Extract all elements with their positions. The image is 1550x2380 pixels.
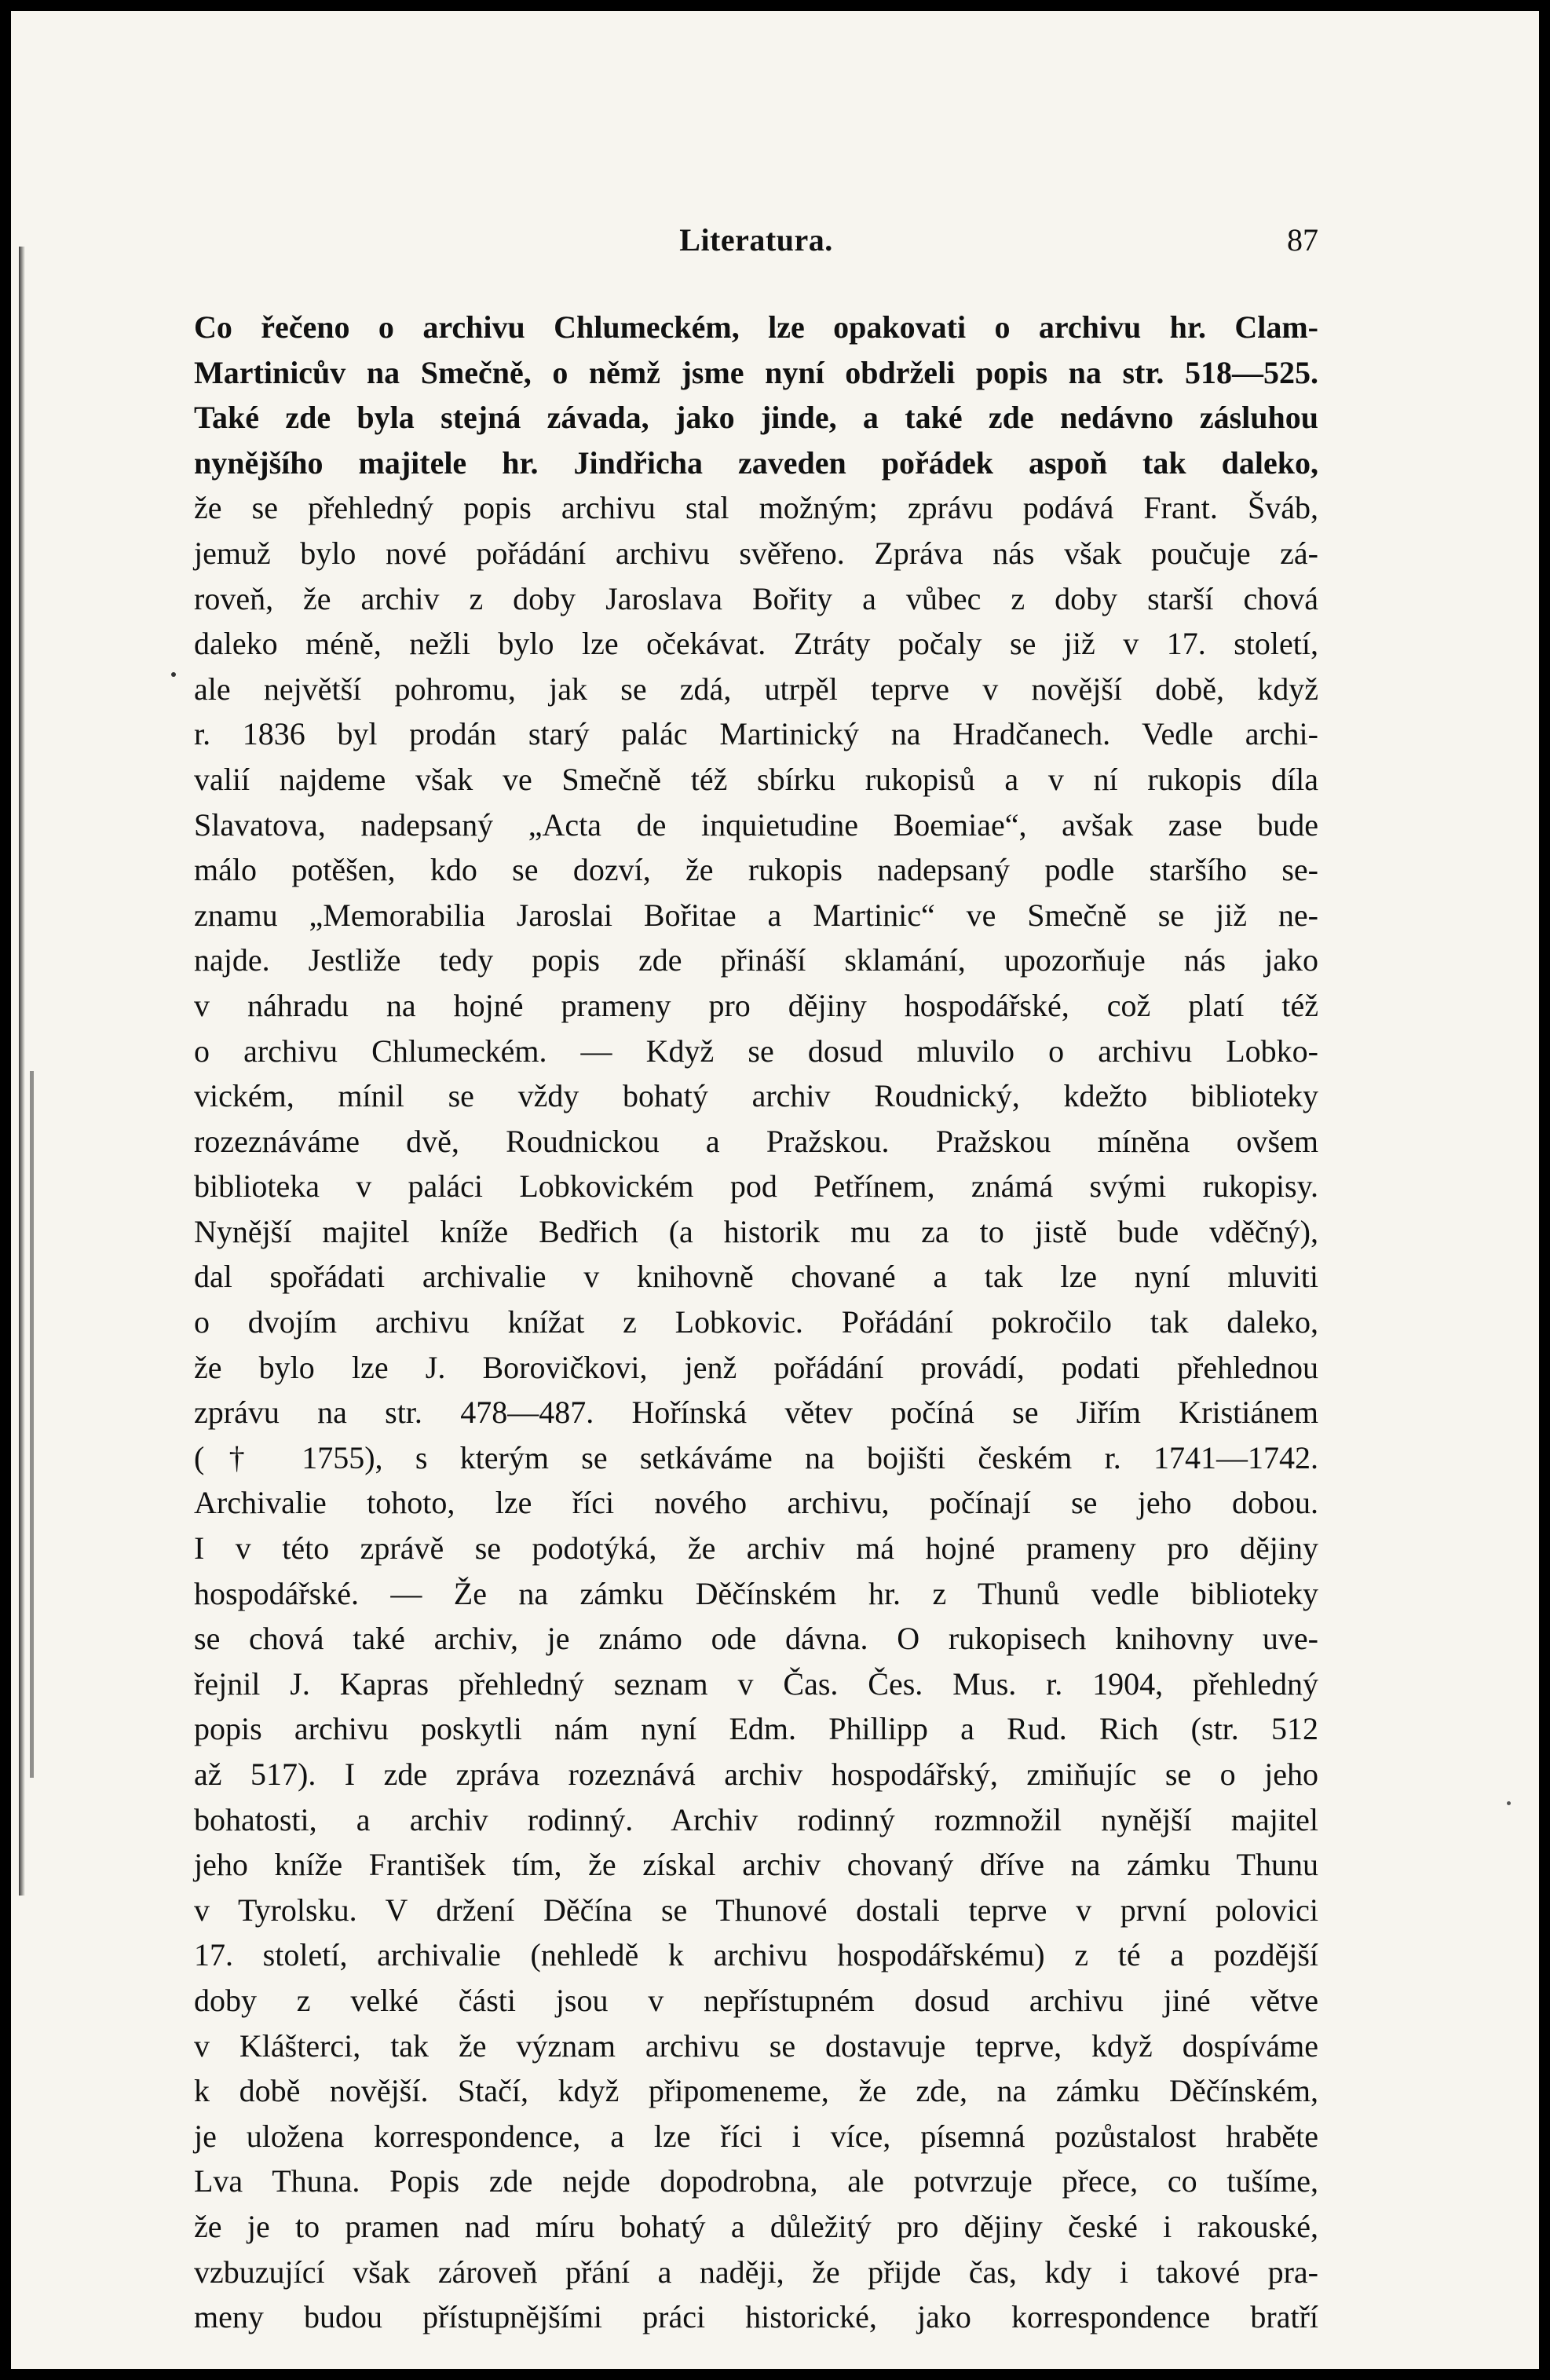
text-line: jemuž bylo nové pořádání archivu svěřeno. Zpráva nás však poučuje zá- bbox=[194, 535, 1318, 571]
text-line: znamu „Memorabilia Jaroslai Bořitae a Martinic“ ve Smečně se již ne- bbox=[194, 897, 1318, 933]
text-line: najde. Jestliže tedy popis zde přináší sklamání, upozorňuje nás jako bbox=[194, 942, 1318, 978]
text-line: vickém, mínil se vždy bohatý archiv Roudnický, kdežto biblioteky bbox=[194, 1078, 1318, 1114]
text-line: až 517). I zde zpráva rozeznává archiv hospodářský, zmiňujíc se o jeho bbox=[194, 1757, 1318, 1792]
text-line: daleko méně, nežli bylo lze očekávat. Ztráty počaly se již v 17. století, bbox=[194, 626, 1318, 662]
text-line: o dvojím archivu knížat z Lobkovic. Pořádání pokročilo tak daleko, bbox=[194, 1304, 1318, 1340]
text-line: rozeznáváme dvě, Roudnickou a Pražskou. Pražskou míněna ovšem bbox=[194, 1123, 1318, 1159]
text-line: Archivalie tohoto, lze říci nového archivu, počínají se jeho dobou. bbox=[194, 1485, 1318, 1521]
text-line: zprávu na str. 478—487. Hořínská větev počíná se Jiřím Kristiánem bbox=[194, 1395, 1318, 1431]
text-line: v Klášterci, tak že význam archivu se dostavuje teprve, když dospíváme bbox=[194, 2027, 1318, 2064]
text-line: meny budou přístupnějšími práci historické, jako korrespondence bratří bbox=[194, 2299, 1318, 2335]
text-line: Také zde byla stejná závada, jako jinde, a také zde nedávno zásluhou bbox=[194, 400, 1318, 436]
text-line: že bylo lze J. Borovičkovi, jenž pořádání provádí, podati přehlednou bbox=[194, 1349, 1318, 1385]
text-line: valií najdeme však ve Smečně též sbírku rukopisů a v ní rukopis díla bbox=[194, 761, 1318, 797]
text-line: r. 1836 byl prodán starý palác Martinický na Hradčanech. Vedle archi- bbox=[194, 716, 1318, 752]
scan-shadow-edge bbox=[19, 247, 25, 1896]
text-line: Lva Thuna. Popis zde nejde dopodrobna, ale potvrzuje přece, co tušíme, bbox=[194, 2163, 1318, 2199]
text-line: 17. století, archivalie (nehledě k archivu hospodářskému) z té a pozdější bbox=[194, 1937, 1318, 1973]
text-line: doby z velké části jsou v nepřístupném dosud archivu jiné větve bbox=[194, 1982, 1318, 2018]
margin-dot bbox=[1507, 1801, 1511, 1805]
text-line: v Tyrolsku. V držení Děčína se Thunové dostali teprve v první polovici bbox=[194, 1892, 1318, 1928]
page-number: 87 bbox=[1287, 222, 1318, 258]
text-line: řejnil J. Kapras přehledný seznam v Čas. Čes. Mus. r. 1904, přehledný bbox=[194, 1665, 1318, 1702]
text-line: že se přehledný popis archivu stal možným; zprávu podává Frant. Šváb, bbox=[194, 490, 1318, 526]
text-line: nynějšího majitele hr. Jindřicha zaveden pořádek aspoň tak daleko, bbox=[194, 444, 1318, 481]
running-header bbox=[194, 221, 1318, 269]
text-line: Slavatova, nadepsaný „Acta de inquietudine Boemiae“, avšak zase bude bbox=[194, 806, 1318, 843]
text-line: bohatosti, a archiv rodinný. Archiv rodinný rozmnožil nynější majitel bbox=[194, 1801, 1318, 1837]
text-line: že je to pramen nad míru bohatý a důležitý pro dějiny české i rakouské, bbox=[194, 2208, 1318, 2244]
text-line: vzbuzující však zároveň přání a naději, že přijde čas, kdy i takové pra- bbox=[194, 2254, 1318, 2290]
text-line: hospodářské. — Že na zámku Děčínském hr. z Thunů vedle biblioteky bbox=[194, 1575, 1318, 1611]
text-line: se chová také archiv, je známo ode dávna. O rukopisech knihovny uve- bbox=[194, 1621, 1318, 1657]
text-line: I v této zprávě se podotýká, že archiv má hojné prameny pro dějiny bbox=[194, 1530, 1318, 1567]
text-line: ale největší pohromu, jak se zdá, utrpěl teprve v novější době, když bbox=[194, 671, 1318, 707]
text-line: Co řečeno o archivu Chlumeckém, lze opakovati o archivu hr. Clam- bbox=[194, 309, 1318, 345]
text-line: v náhradu na hojné prameny pro dějiny hospodářské, což platí též bbox=[194, 987, 1318, 1023]
text-line: málo potěšen, kdo se dozví, že rukopis nadepsaný podle staršího se- bbox=[194, 852, 1318, 888]
text-line: popis archivu poskytli nám nyní Edm. Phillipp a Rud. Rich (str. 512 bbox=[194, 1711, 1318, 1747]
text-line: o archivu Chlumeckém. — Když se dosud mluvilo o archivu Lobko- bbox=[194, 1033, 1318, 1069]
text-line: dal spořádati archivalie v knihovně chované a tak lze nyní mluviti bbox=[194, 1259, 1318, 1295]
text-line: je uložena korrespondence, a lze říci i více, písemná pozůstalost hraběte bbox=[194, 2118, 1318, 2154]
text-line: roveň, že archiv z doby Jaroslava Bořity a vůbec z doby starší chová bbox=[194, 580, 1318, 616]
text-line: Martinicův na Smečně, o němž jsme nyní obdrželi popis na str. 518—525. bbox=[194, 354, 1318, 390]
text-line: k době novější. Stačí, když připomeneme, že zde, na zámku Děčínském, bbox=[194, 2073, 1318, 2109]
book-page bbox=[11, 11, 1539, 2369]
text-line: jeho kníže František tím, že získal archiv chovaný dříve na zámku Thunu bbox=[194, 1847, 1318, 1883]
text-line: biblioteka v paláci Lobkovickém pod Petřínem, známá svými rukopisy. bbox=[194, 1168, 1318, 1205]
text-line: Nynější majitel kníže Bedřich (a historik mu za to jistě bude vděčný), bbox=[194, 1213, 1318, 1249]
scan-shadow-edge-inner bbox=[30, 1071, 34, 1778]
body-text bbox=[194, 305, 1318, 2340]
text-line: († 1755), s kterým se setkáváme na bojišti českém r. 1741—1742. bbox=[194, 1439, 1318, 1475]
running-title: Literatura. bbox=[679, 222, 833, 258]
margin-dot bbox=[171, 672, 176, 677]
